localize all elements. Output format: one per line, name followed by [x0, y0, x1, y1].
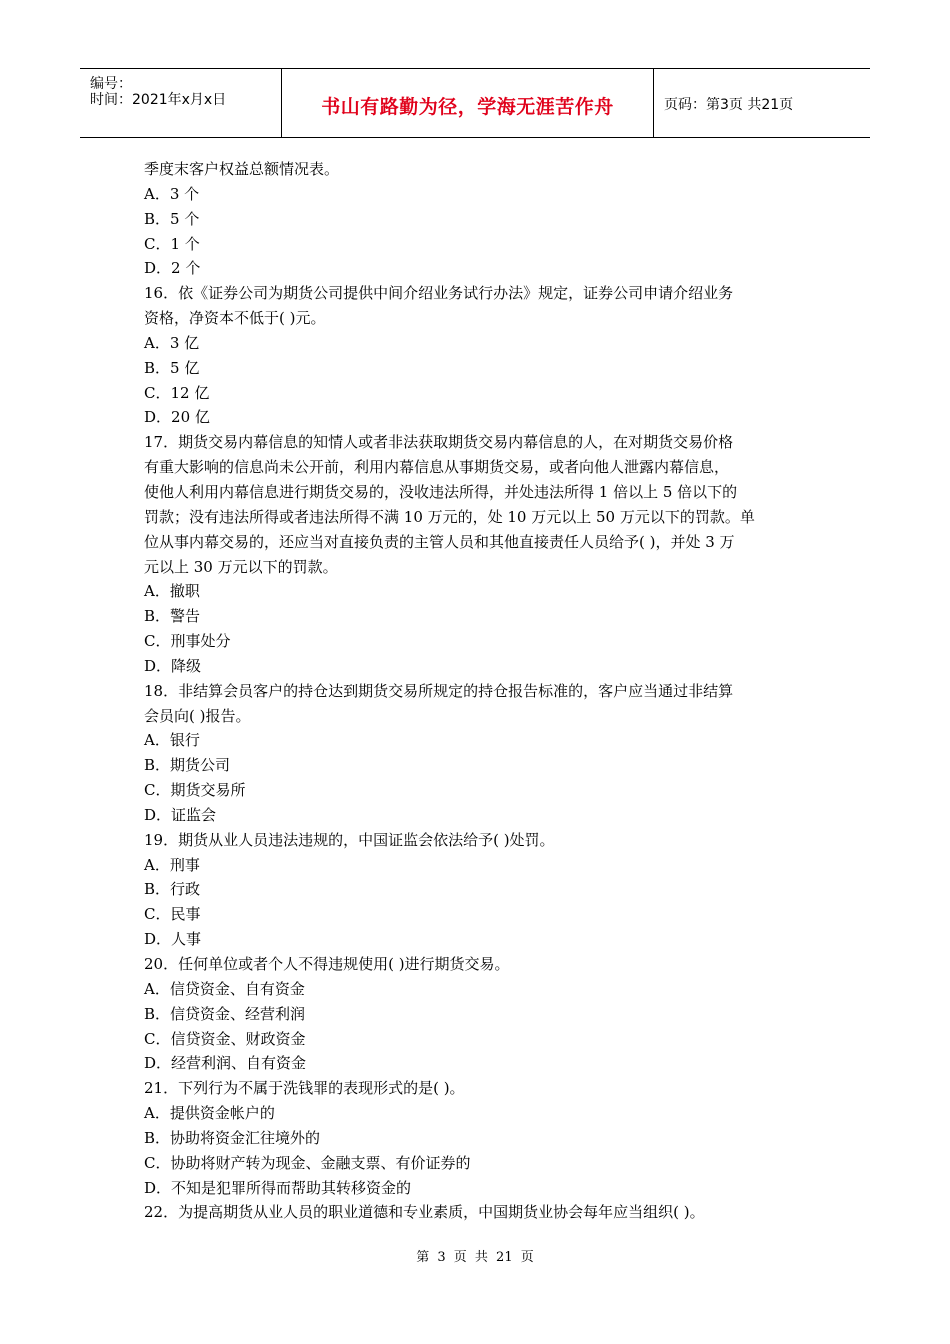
text-line: D．20 亿 [144, 408, 210, 427]
text-line: C．民事 [144, 905, 201, 924]
document-number-label: 编号： [90, 76, 132, 92]
text-line: B．5 个 [144, 209, 200, 228]
text-line: D．不知是犯罪所得而帮助其转移资金的 [144, 1178, 412, 1197]
text-line: 21．下列行为不属于洗钱罪的表现形式的是( )。 [144, 1079, 465, 1098]
text-line: C．1 个 [144, 234, 200, 253]
text-line: 罚款；没有违法所得或者违法所得不满 10 万元的，处 10 万元以上 50 万元以下的罚款。单 [144, 507, 755, 526]
text-line: B．行政 [144, 880, 201, 899]
text-line: A．刑事 [144, 855, 200, 874]
text-line: B．期货公司 [144, 756, 231, 775]
text-line: D．人事 [144, 930, 202, 949]
header-page-info: 页码：第3页 共21页 [664, 97, 794, 113]
header-page-cell [654, 69, 870, 137]
text-line: D．2 个 [144, 259, 201, 278]
text-line: 22．为提高期货从业人员的职业道德和专业素质，中国期货业协会每年应当组织( )。 [144, 1203, 705, 1222]
text-line: 16．依《证券公司为期货公司提供中间介绍业务试行办法》规定，证券公司申请介绍业务 [144, 284, 734, 303]
text-line: 会员向( )报告。 [144, 706, 251, 725]
text-line: C．刑事处分 [144, 632, 231, 651]
text-line: 有重大影响的信息尚未公开前，利用内幕信息从事期货交易，或者向他人泄露内幕信息， [144, 458, 730, 477]
text-line: D．证监会 [144, 805, 217, 824]
document-header [80, 68, 870, 138]
document-date-label: 时间：2021年x月x日 [90, 92, 227, 108]
text-line: D．经营利润、自有资金 [144, 1054, 307, 1073]
text-line: B．协助将资金汇往境外的 [144, 1128, 321, 1147]
text-line: A．银行 [144, 731, 200, 750]
text-line: D．降级 [144, 656, 202, 675]
text-line: C．12 亿 [144, 383, 210, 402]
document-body [144, 157, 814, 1225]
text-line: A．提供资金帐户的 [144, 1104, 275, 1123]
text-line: 使他人利用内幕信息进行期货交易的，没收违法所得，并处违法所得 1 倍以上 5 倍以下的 [144, 482, 738, 501]
text-line: C．期货交易所 [144, 781, 246, 800]
text-line: A．3 个 [144, 184, 200, 203]
text-line: B．5 亿 [144, 358, 200, 377]
text-line: A．信贷资金、自有资金 [144, 979, 305, 998]
header-meta-cell [80, 69, 282, 137]
text-line: A．撤职 [144, 582, 200, 601]
text-line: 位从事内幕交易的，还应当对直接负责的主管人员和其他直接责任人员给予( )，并处 3 万 [144, 532, 735, 551]
text-line: 元以上 30 万元以下的罚款。 [144, 557, 338, 576]
text-line: 季度末客户权益总额情况表。 [144, 160, 340, 178]
header-motto-cell [282, 69, 654, 137]
header-motto: 书山有路勤为径，学海无涯苦作舟 [321, 96, 614, 118]
text-line: 17．期货交易内幕信息的知情人或者非法获取期货交易内幕信息的人，在对期货交易价格 [144, 433, 734, 452]
text-line: 18．非结算会员客户的持仓达到期货交易所规定的持仓报告标准的，客户应当通过非结算 [144, 681, 734, 700]
text-line: 资格，净资本不低于( )元。 [144, 309, 326, 328]
text-line: 19．期货从业人员违法违规的，中国证监会依法给予( )处罚。 [144, 830, 555, 849]
text-line: B．警告 [144, 607, 201, 626]
page-footer: 第 3 页 共 21 页 [416, 1250, 534, 1265]
text-line: C．信贷资金、财政资金 [144, 1029, 306, 1048]
text-line: 20．任何单位或者个人不得违规使用( )进行期货交易。 [144, 955, 510, 973]
text-line: C．协助将财产转为现金、金融支票、有价证券的 [144, 1153, 471, 1172]
text-line: B．信贷资金、经营利润 [144, 1004, 306, 1023]
text-line: A．3 亿 [144, 333, 200, 352]
